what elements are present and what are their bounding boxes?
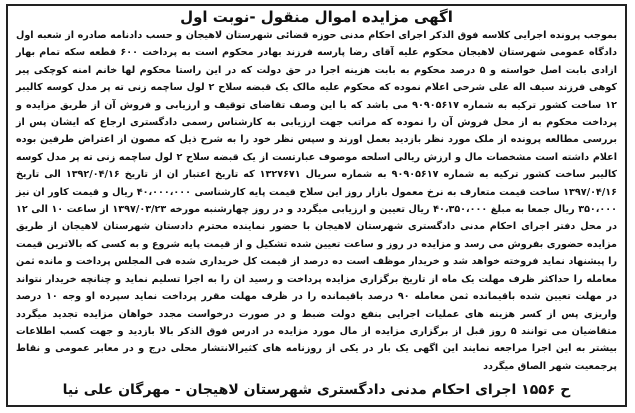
notice-body: بموجب پرونده اجرایی کلاسه فوق الذکر اجرای احکام مدنی حوزه قضائی شهرستان لاهیجان و حسب دادنامه صادره از شعبه اول دادگاه عمومی شهرستان لاهیجان محکوم علیه آقای رضا پارسه فرزند بهادر محکوم است به پرداخت ۶۰۰ قطعه سکه تمام بهار ازادی بابت اصل خواسته و ۵ درصد محکوم به بابت هزینه اجرا در حق دولت که در این راستا محکوم لها خانم امنه کوچکی پیر کوهی فرزند سیف اله علی شرحی اعلام نموده که محکوم علیه مالک یک قبضه سلاح ۲ لول ساچمه زنی ته پر مدل کوسه کالیبر ۱۲ ساخت کشور ترکیه به شماره ۹۰۹۰۵۶۱۷ می باشد که با این وصف تقاضای توقیف و ارزیابی و فروش آن از طریق مزایده و پرداخت محکوم به از محل فروش آن را نموده که مراتب جهت ارزیابی به کارشناس رسمی دادگستری ارجاع که ایشان پس از بررسی مطالعه پرونده از ملک مورد نظر بازدید بعمل اورند و سپس نظر خود را به شرح ذیل که مصون از اعتراض طرفین بوده اعلام داشته است مشخصات مال و ارزش ریالی اسلحه موصوف عبارتست از یک قبضه سلاح ۲ لول ساچمه زنی ته پر مدل کوسه کالیبر ساخت کشور ترکیه به شماره ۹۰۹۰۵۶۱۷ به شماره سریال ۱۳۲۷۶۷۱ که تاریخ اعتبار ان از تاریخ ۱۳۹۲/۰۴/۱۶ الی تاریخ ۱۳۹۷/۰۴/۱۶ ساخت قیمت متعارف به نرخ معمول بازار روز این سلاح قیمت پایه کارشناسی ۴۰،۰۰۰،۰۰۰ ریال و قیمت کاور ان نیز ۳۵۰،۰۰۰ ریال جمعا به مبلغ ۴۰،۳۵۰،۰۰۰ ریال تعیین و ارزیابی میگردد و در روز چهارشنبه مورخه ۱۳۹۷/۰۳/۲۳ از ساعت ۱۰ الی ۱۲ در محل دفتر اجرای احکام مدنی دادگستری شهرستان لاهیجان با حضور نماینده محترم دادستان شهرستان لاهیجان از طریق مزایده حضوری بفروش می رسد و مزایده در روز و ساعت تعیین شده تشکیل و از قیمت پایه شروع و به کسی که بالاترین قیمت را پیشنهاد نماید فروخته خواهد شد و خریدار موظف است ده درصد از قیمت کل خریداری شده فی المجلس پرداخت و مانده ثمن معامله را حداکثر ظرف مهلت یک ماه از تاریخ برگزاری مزایده پرداخت و رسید ان را به اجرا تسلیم نماید و چنانچه خریدار نتواند در مهلت تعیین شده باقیمانده ثمن معامله ۹۰ درصد باقیمانده را در ظرف مهلت مقرر پرداخت نماید سپرده او وجه ۱۰ درصد واریزی پس از کسر هزینه های عملیات اجرایی بنفع دولت ضبط و در صورت درخواست مجدد خواهان مزایده تجدید میگردد متقاضیان می توانند ۵ روز قبل از برگزاری مزایده از مال مورد مزایده در ادرس فوق الذکر بالا بازدید و جهت کسب اطلاعات بیشتر به این اجرا مراجعه نمایند این اگهی یک بار در یکی از روزنامه های کثیرالانتشار محلی درج و در معابر عمومی و نقاط پرجمعیت شهر الصاق میگردد <box>16 30 618 372</box>
notice-footer: ح ۱۵۵۶ اجرای احکام مدنی دادگستری شهرستان لاهیجان - مهرگان علی نیا <box>62 382 571 398</box>
notice-title: اگهی مزایده اموال منقول -نوبت اول <box>180 8 453 26</box>
auction-notice <box>6 4 627 407</box>
